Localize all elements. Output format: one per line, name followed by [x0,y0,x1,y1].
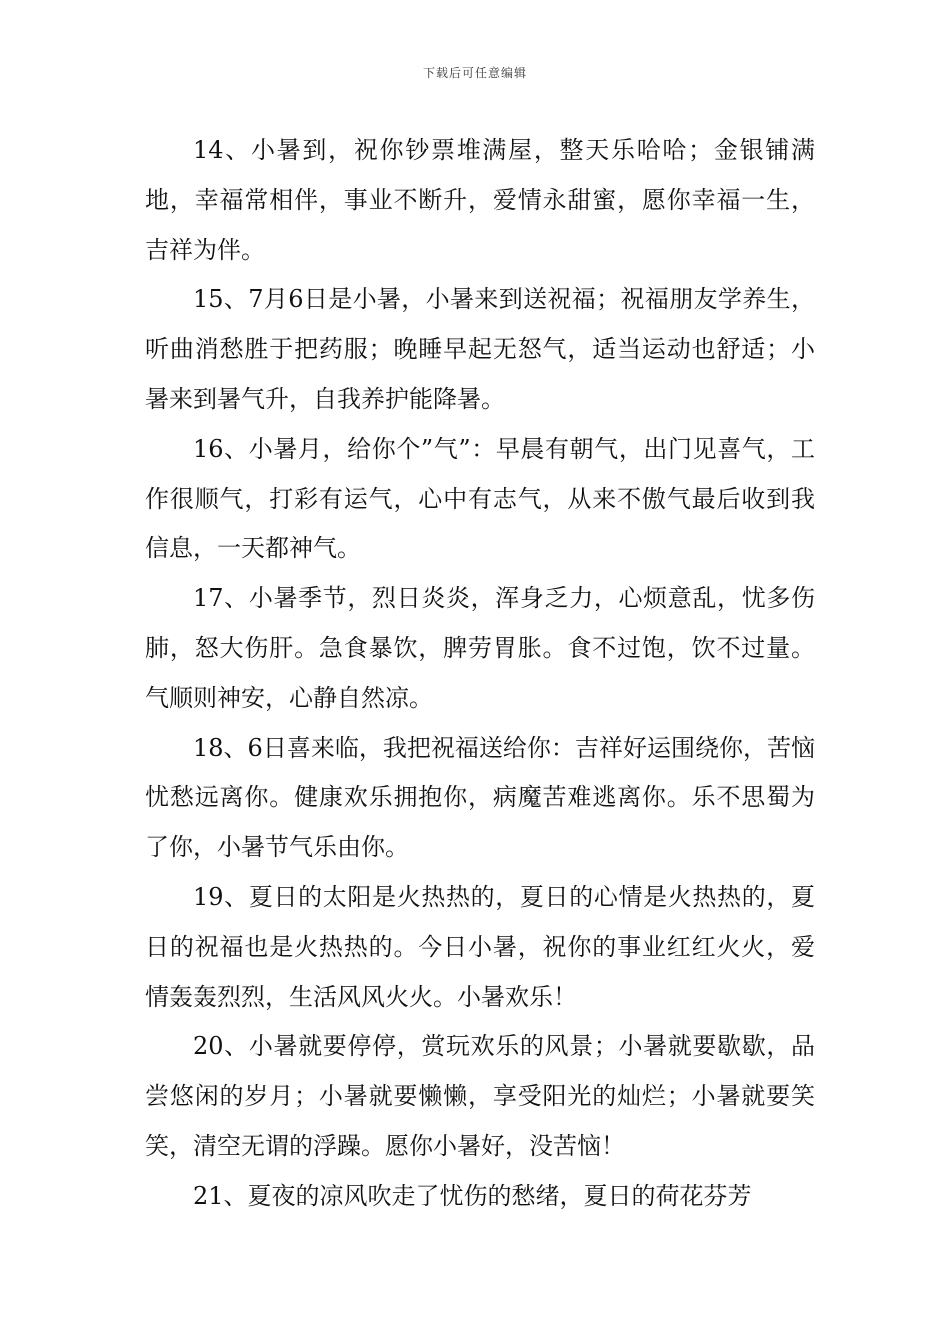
paragraph-20: 20、小暑就要停停，赏玩欢乐的风景；小暑就要歇歇，品尝悠闲的岁月；小暑就要懒懒，享受阳光的灿烂；小暑就要笑笑，清空无谓的浮躁。愿你小暑好，没苦恼！ [145,1032,815,1160]
paragraph-19: 19、夏日的太阳是火热热的，夏日的心情是火热热的，夏日的祝福也是火热热的。今日小暑，祝你的事业红红火火，爱情轰轰烈烈，生活风风火火。小暑欢乐！ [145,882,815,1011]
paragraph-15: 15、7月6日是小暑，小暑来到送祝福；祝福朋友学养生，听曲消愁胜于把药服；晚睡早起无怒气，适当运动也舒适；小暑来到暑气升，自我养护能降暑。 [145,285,815,413]
paragraph-18: 18、6日喜来临，我把祝福送给你：吉祥好运围绕你，苦恼忧愁远离你。健康欢乐拥抱你，病魔苦难逃离你。乐不思蜀为了你，小暑节气乐由你。 [145,733,815,862]
document-body [145,126,815,1222]
paragraph-14: 14、小暑到，祝你钞票堆满屋，整天乐哈哈；金银铺满地，幸福常相伴，事业不断升，爱情永甜蜜，愿你幸福一生，吉祥为伴。 [145,136,815,264]
paragraph-16: 16、小暑月，给你个”气”：早晨有朝气，出门见喜气，工作很顺气，打彩有运气，心中有志气，从来不傲气最后收到我信息，一天都神气。 [145,434,815,563]
paragraph-17: 17、小暑季节，烈日炎炎，浑身乏力，心烦意乱，忧多伤肺，怒大伤肝。急食暴饮，脾劳胃胀。食不过饱，饮不过量。气顺则神安，心静自然凉。 [145,584,815,712]
paragraph-21: 21、夏夜的凉风吹走了忧伤的愁绪，夏日的荷花芬芳 [193,1181,752,1210]
page-header: 下载后可任意编辑 [422,66,527,80]
